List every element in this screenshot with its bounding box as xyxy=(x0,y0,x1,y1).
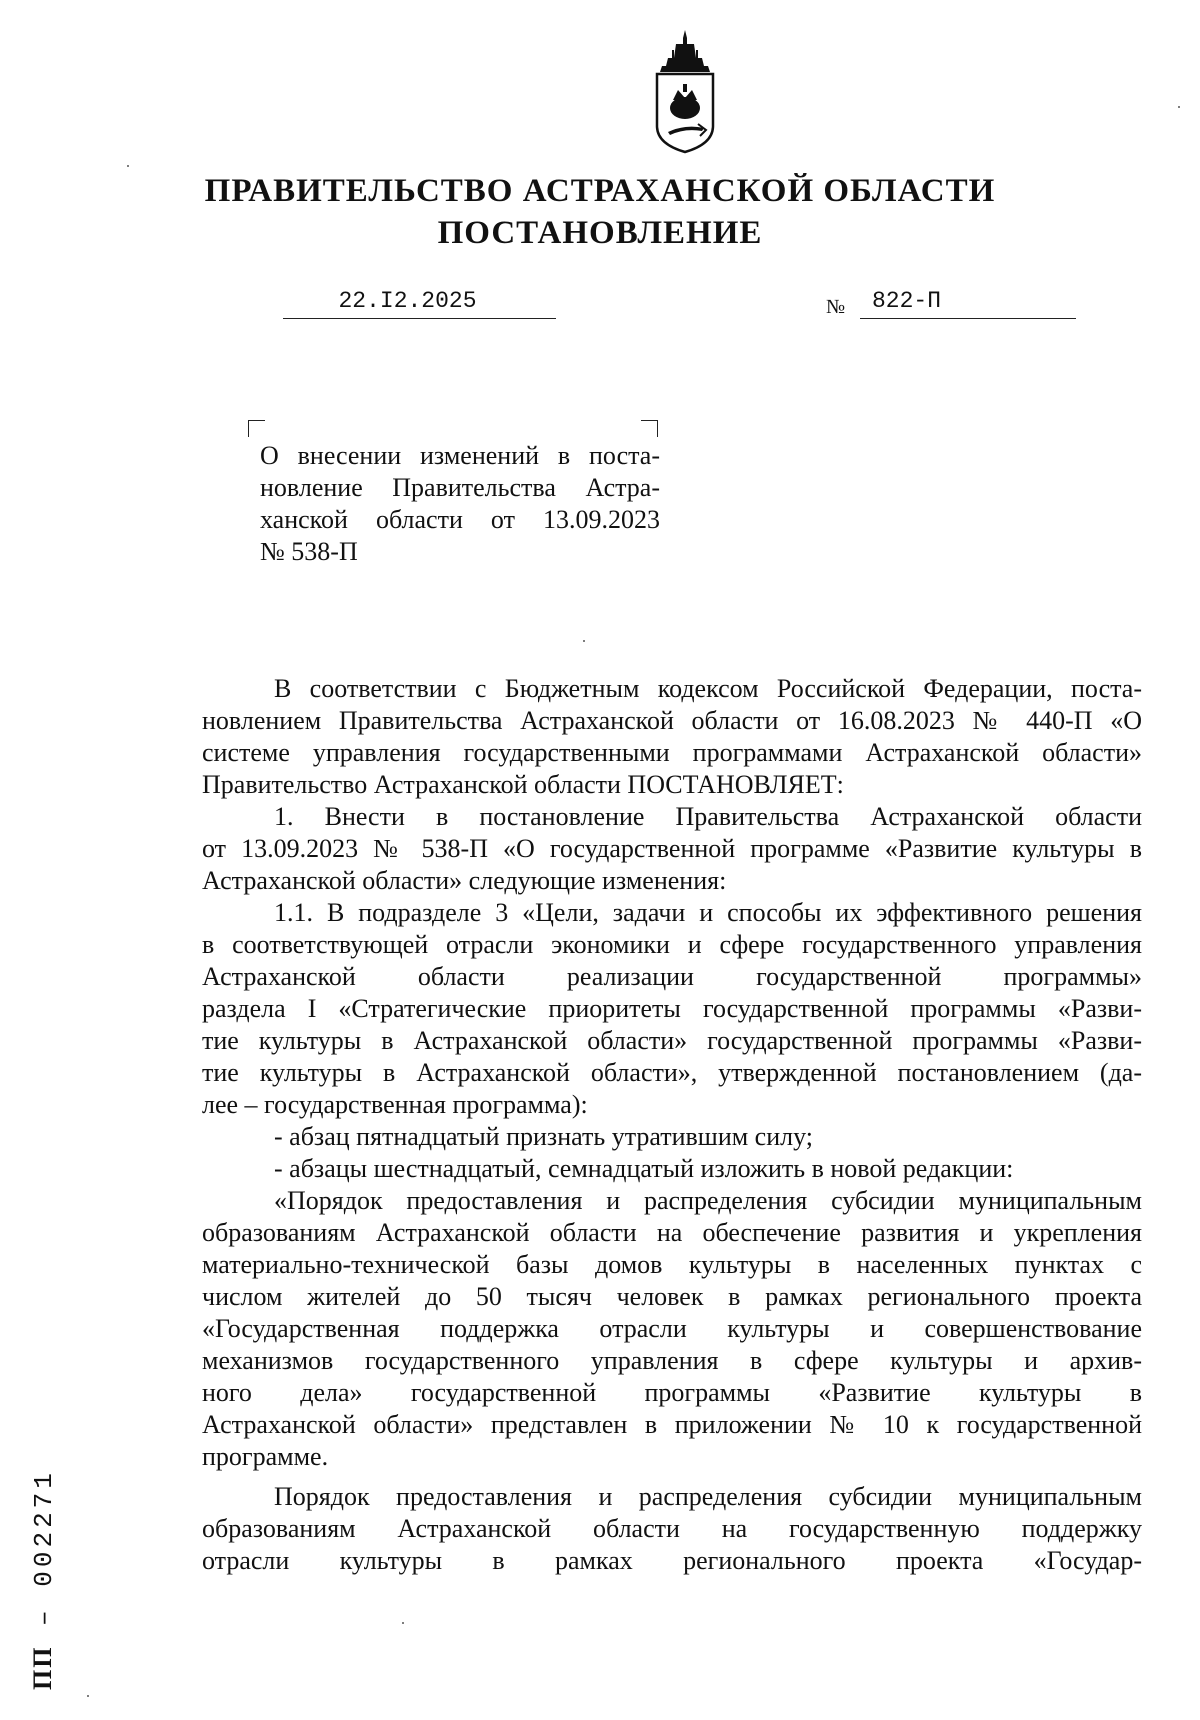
body-line: 1. Внести в постановление Правительства Астраханской области xyxy=(274,802,1142,831)
body-line: раздела I «Стратегические приоритеты государственной программы «Разви- xyxy=(202,994,1142,1023)
subject-line: О внесении изменений в поста- xyxy=(260,441,660,470)
scan-speck xyxy=(127,165,129,167)
astrakhan-coat-of-arms-icon xyxy=(648,28,722,156)
body-line: Астраханской области» следующие изменения: xyxy=(202,866,727,895)
document-header xyxy=(0,170,1200,254)
subject-line: новление Правительства Астра- xyxy=(260,473,660,502)
body-line: образованиям Астраханской области на государственную поддержку xyxy=(202,1514,1142,1543)
number-sign: № xyxy=(826,296,846,318)
decree-number: 822-П xyxy=(872,288,942,314)
body-line: - абзац пятнадцатый признать утратившим силу; xyxy=(274,1122,813,1151)
body-line: программе. xyxy=(202,1442,329,1471)
serial-number: – 002271 xyxy=(29,1469,59,1646)
body-line: новлением Правительства Астраханской области от 16.08.2023 № 440-П «О xyxy=(202,706,1142,735)
side-serial-number xyxy=(28,1410,68,1690)
body-line: отрасли культуры в рамках регионального проекта «Государ- xyxy=(202,1546,1142,1575)
subject-line: ханской области от 13.09.2023 xyxy=(260,505,660,534)
body-line: Астраханской области реализации государственной программы» xyxy=(202,962,1142,991)
scan-speck xyxy=(402,1622,404,1624)
scan-speck xyxy=(1178,106,1180,108)
subject-bracket-right xyxy=(641,420,658,437)
decree-number-field xyxy=(860,288,1076,319)
body-line: В соответствии с Бюджетным кодексом Российской Федерации, поста- xyxy=(274,674,1142,703)
body-line: «Государственная поддержка отрасли культуры и совершенствование xyxy=(202,1314,1142,1343)
government-title: ПРАВИТЕЛЬСТВО АСТРАХАНСКОЙ ОБЛАСТИ xyxy=(204,173,996,209)
body-line: от 13.09.2023 № 538-П «О государственной программе «Развитие культуры в xyxy=(202,834,1142,863)
body-line: тие культуры в Астраханской области» государственной программы «Разви- xyxy=(202,1026,1142,1055)
body-line: - абзацы шестнадцатый, семнадцатый изложить в новой редакции: xyxy=(274,1154,1014,1183)
serial-prefix: ПП xyxy=(28,1645,57,1690)
body-line: механизмов государственного управления в сфере культуры и архив- xyxy=(202,1346,1142,1375)
body-line: числом жителей до 50 тысяч человек в рамках регионального проекта xyxy=(202,1282,1142,1311)
body-line: «Порядок предоставления и распределения субсидии муниципальным xyxy=(274,1186,1142,1215)
scan-speck xyxy=(87,1695,89,1697)
decree-subject xyxy=(260,440,660,568)
body-line: системе управления государственными программами Астраханской области» xyxy=(202,738,1142,767)
body-line: материально-технической базы домов культуры в населенных пунктах с xyxy=(202,1250,1142,1279)
decree-date-field xyxy=(283,288,556,319)
body-line: ного дела» государственной программы «Развитие культуры в xyxy=(202,1378,1142,1407)
body-line: Порядок предоставления и распределения субсидии муниципальным xyxy=(274,1482,1142,1511)
body-line: образованиям Астраханской области на обеспечение развития и укрепления xyxy=(202,1218,1142,1247)
body-line: Правительство Астраханской области ПОСТАНОВЛЯЕТ: xyxy=(202,770,844,799)
subject-bracket-left xyxy=(248,420,265,437)
subject-line: № 538-П xyxy=(260,537,358,566)
scan-speck xyxy=(583,640,585,642)
body-line: лее – государственная программа): xyxy=(202,1090,588,1119)
body-line: Астраханской области» представлен в приложении № 10 к государственной xyxy=(202,1410,1142,1439)
document-type-title: ПОСТАНОВЛЕНИЕ xyxy=(437,215,763,251)
body-line: 1.1. В подразделе 3 «Цели, задачи и способы их эффективного решения xyxy=(274,898,1142,927)
decree-date: 22.I2.2025 xyxy=(338,288,477,314)
decree-body xyxy=(202,673,1142,1577)
body-line: тие культуры в Астраханской области», утвержденной постановлением (да- xyxy=(202,1058,1142,1087)
body-line: в соответствующей отрасли экономики и сфере государственного управления xyxy=(202,930,1142,959)
